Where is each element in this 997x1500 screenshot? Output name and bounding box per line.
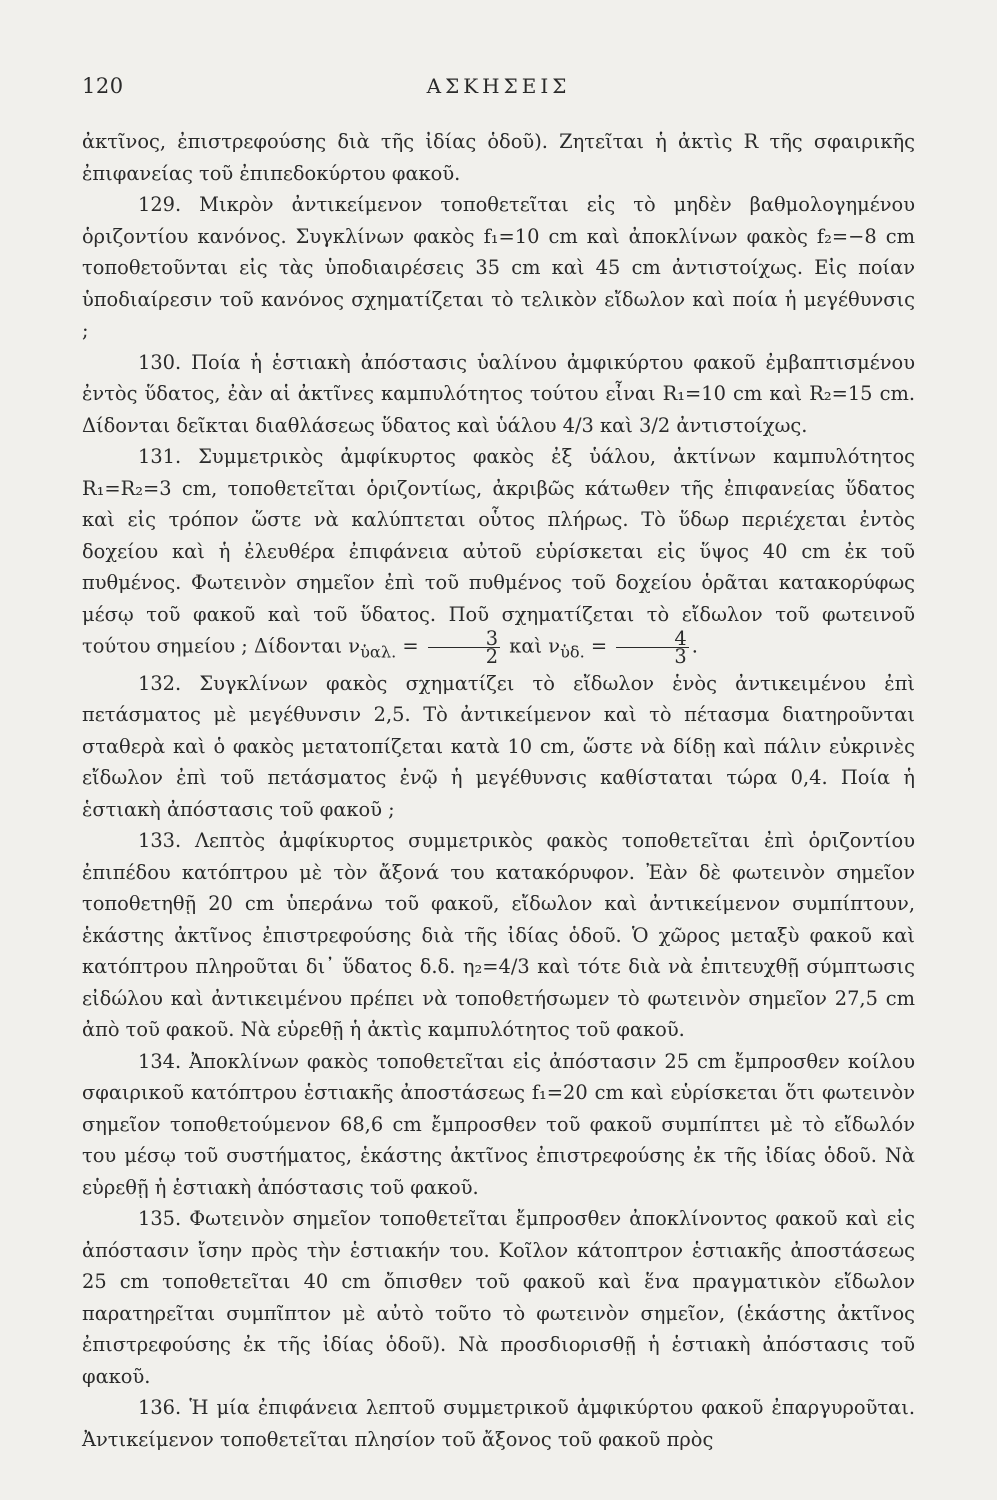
paragraph-continuation: ἀκτῖνος, ἐπιστρεφούσης διὰ τῆς ἰδίας ὁδοῦ). Ζητεῖται ἡ ἀκτὶς R τῆς σφαιρικῆς ἐπιφανείας τοῦ ἐπιπεδοκύρτου φακοῦ. <box>82 130 915 185</box>
exercise-133: 133. Λεπτὸς ἀμφίκυρτος συμμετρικὸς φακὸς τοποθετεῖται ἐπὶ ὁριζοντίου ἐπιπέδου κατόπτρου μὲ τὸν ἄξονά του κατακόρυφον. Ἐὰν δὲ φωτεινὸν σημεῖον τοποθετηθῇ 20 cm ὑπεράνω τοῦ φακοῦ, εἴδωλον καὶ ἀντικείμενον συμπίπτουν, ἑκάστης ἀκτῖνος ἐπιστρεφούσης διὰ τῆς ἰδίας ὁδοῦ. Ὁ χῶρος μεταξὺ φακοῦ καὶ κατόπτρου πληροῦται δι᾽ ὕδατος δ.δ. η₂=4/3 καὶ τότε διὰ νὰ ἐπιτευχθῇ σύμπτωσις εἰδώλου καὶ ἀντικειμένου πρέπει νὰ τοποθετήσωμεν τὸ φωτεινὸν σημεῖον 27,5 cm ἀπὸ τοῦ φακοῦ. Νὰ εὑρεθῇ ἡ ἀκτὶς καμπυλότητος τοῦ φακοῦ. <box>82 829 915 1042</box>
exercise-132: 132. Συγκλίνων φακὸς σχηματίζει τὸ εἴδωλον ἑνὸς ἀντικειμένου ἐπὶ πετάσματος μὲ μεγέθυνσιν 2,5. Τὸ ἀντικείμενον καὶ τὸ πέτασμα διατηροῦνται σταθερὰ καὶ ὁ φακὸς μετατοπίζεται κατὰ 10 cm, ὥστε νὰ δίδῃ καὶ πάλιν εὐκρινὲς εἴδωλον ἐπὶ τοῦ πετάσματος ἐνῷ ἡ μεγέθυνσις καθίσταται τώρα 0,4. Ποία ἡ ἑστιακὴ ἀπόστασις τοῦ φακοῦ ; <box>82 671 915 821</box>
exercise-136: 136. Ἡ μία ἐπιφάνεια λεπτοῦ συμμετρικοῦ ἀμφικύρτου φακοῦ ἐπαργυροῦται. Ἀντικείμενον τοποθετεῖται πλησίον τοῦ ἄξονος τοῦ φακοῦ πρὸς <box>82 1396 915 1451</box>
exercise-134: 134. Ἀποκλίνων φακὸς τοποθετεῖται εἰς ἀπόστασιν 25 cm ἔμπροσθεν κοίλου σφαιρικοῦ κατόπτρου ἑστιακῆς ἀποστάσεως f₁=20 cm καὶ εὑρίσκεται ὅτι φωτεινὸν σημεῖον τοποθετούμενον 68,6 cm ἔμπροσθεν τοῦ φακοῦ συμπίπτει μὲ τὸ εἴδωλόν του μέσῳ τοῦ συστήματος, ἑκάστης ἀκτῖνος ἐπιστρεφούσης ἐκ τῆς ἰδίας ὁδοῦ. Νὰ εὑρεθῇ ἡ ἑστιακὴ ἀπόστασις τοῦ φακοῦ. <box>82 1049 915 1199</box>
fraction-water-num: 4 <box>616 630 688 648</box>
exercise-135: 135. Φωτεινὸν σημεῖον τοποθετεῖται ἔμπροσθεν ἀποκλίνοντος φακοῦ καὶ εἰς ἀπόστασιν ἴσην πρὸς τὴν ἑστιακήν του. Κοῖλον κάτοπτρον ἑστιακῆς ἀποστάσεως 25 cm τοποθετεῖται 40 cm ὄπισθεν τοῦ φακοῦ καὶ ἕνα πραγματικὸν εἴδωλον παρατηρεῖται συμπῖπτον μὲ αὐτὸ τοῦτο τὸ φωτεινὸν σημεῖον, (ἑκάστης ἀκτῖνος ἐπιστρεφούσης ἐκ τῆς ἰδίας ὁδοῦ). Νὰ προσδιορισθῇ ἡ ἑστιακὴ ἀπόστασις τοῦ φακοῦ. <box>82 1207 915 1388</box>
exercise-130: 130. Ποία ἡ ἑστιακὴ ἀπόστασις ὑαλίνου ἀμφικύρτου φακοῦ ἐμβαπτισμένου ἐντὸς ὕδατος, ἐὰν αἱ ἀκτῖνες καμπυλότητος τούτου εἶναι R₁=10 cm καὶ R₂=15 cm. Δίδονται δεῖκται διαθλάσεως ὕδατος καὶ ὑάλου 4/3 καὶ 3/2 ἀντιστοίχως. <box>82 350 915 437</box>
subscript-water: ὑδ. <box>560 642 585 662</box>
fraction-glass-den: 2 <box>485 645 499 668</box>
fraction-glass <box>428 627 500 668</box>
running-title: ΑΣΚΗΣΕΙΣ <box>426 74 571 98</box>
exercise-131-text: 131. Συμμετρικὸς ἀμφίκυρτος φακὸς ἐξ ὑάλου, ἀκτίνων καμπυλότητος R₁=R₂=3 cm, τοποθετεῖται ὁριζοντίως, ἀκριβῶς κάτωθεν τῆς ἐπιφανείας ὕδατος καὶ εἰς τρόπον ὥστε νὰ καλύπτεται οὗτος πλήρως. Τὸ ὕδωρ περιέχεται ἐντὸς δοχείου καὶ ἡ ἐλευθέρα ἐπιφάνεια αὐτοῦ εὑρίσκεται εἰς ὕψος 40 cm ἐκ τοῦ πυθμένος. Φωτεινὸν σημεῖον ἐπὶ τοῦ πυθμένος τοῦ δοχείου ὁρᾶται κατακορύφως μέσῳ τοῦ φακοῦ καὶ τοῦ ὕδατος. Ποῦ σχηματίζεται τὸ εἴδωλον τοῦ φωτεινοῦ τούτου σημείου ; Δίδονται ν <box>82 445 915 658</box>
fraction-water <box>616 627 688 668</box>
page-body <box>82 126 915 1455</box>
conjunction: καὶ ν <box>509 634 561 658</box>
exercise-131: 131. Συμμετρικὸς ἀμφίκυρτος φακὸς ἐξ ὑάλου, ἀκτίνων καμπυλότητος R₁=R₂=3 cm, τοποθετεῖται ὁριζοντίως, ἀκριβῶς κάτωθεν τῆς ἐπιφανείας ὕδατος καὶ εἰς τρόπον ὥστε νὰ καλύπτεται οὗτος πλήρως. Τὸ ὕδωρ περιέχεται ἐντὸς δοχείου καὶ ἡ ἐλευθέρα ἐπιφάνεια αὐτοῦ εὑρίσκεται εἰς ὕψος 40 cm ἐκ τοῦ πυθμένος. Φωτεινὸν σημεῖον ἐπὶ τοῦ πυθμένος τοῦ δοχείου ὁρᾶται κατακορύφως μέσῳ τοῦ φακοῦ καὶ τοῦ ὕδατος. Ποῦ σχηματίζεται τὸ εἴδωλον τοῦ φωτεινοῦ τούτου σημείου ; Δίδονται $\nu_{ὑ\alpha\lambda.}$ = $\frac{3}{2}$ καὶ $\nu_{ὑ\delta.}$ = $\frac{4}{3}$ . <box>82 445 915 668</box>
fraction-glass-num: 3 <box>428 630 500 648</box>
subscript-glass: ὑαλ. <box>360 642 397 662</box>
page-header <box>82 74 915 108</box>
page-number: 120 <box>82 74 124 98</box>
fraction-water-den: 3 <box>674 645 687 668</box>
exercise-129: 129. Μικρὸν ἀντικείμενον τοποθετεῖται εἰς τὸ μηδὲν βαθμολογημένου ὁριζοντίου κανόνος. Συγκλίνων φακὸς f₁=10 cm καὶ ἀποκλίνων φακὸς f₂=−8 cm τοποθετοῦνται εἰς τὰς ὑποδιαιρέσεις 35 cm καὶ 45 cm ἀντιστοίχως. Εἰς ποίαν ὑποδιαίρεσιν τοῦ κανόνος σχηματίζεται τὸ τελικὸν εἴδωλον καὶ ποία ἡ μεγέθυνσις ; <box>82 193 915 342</box>
